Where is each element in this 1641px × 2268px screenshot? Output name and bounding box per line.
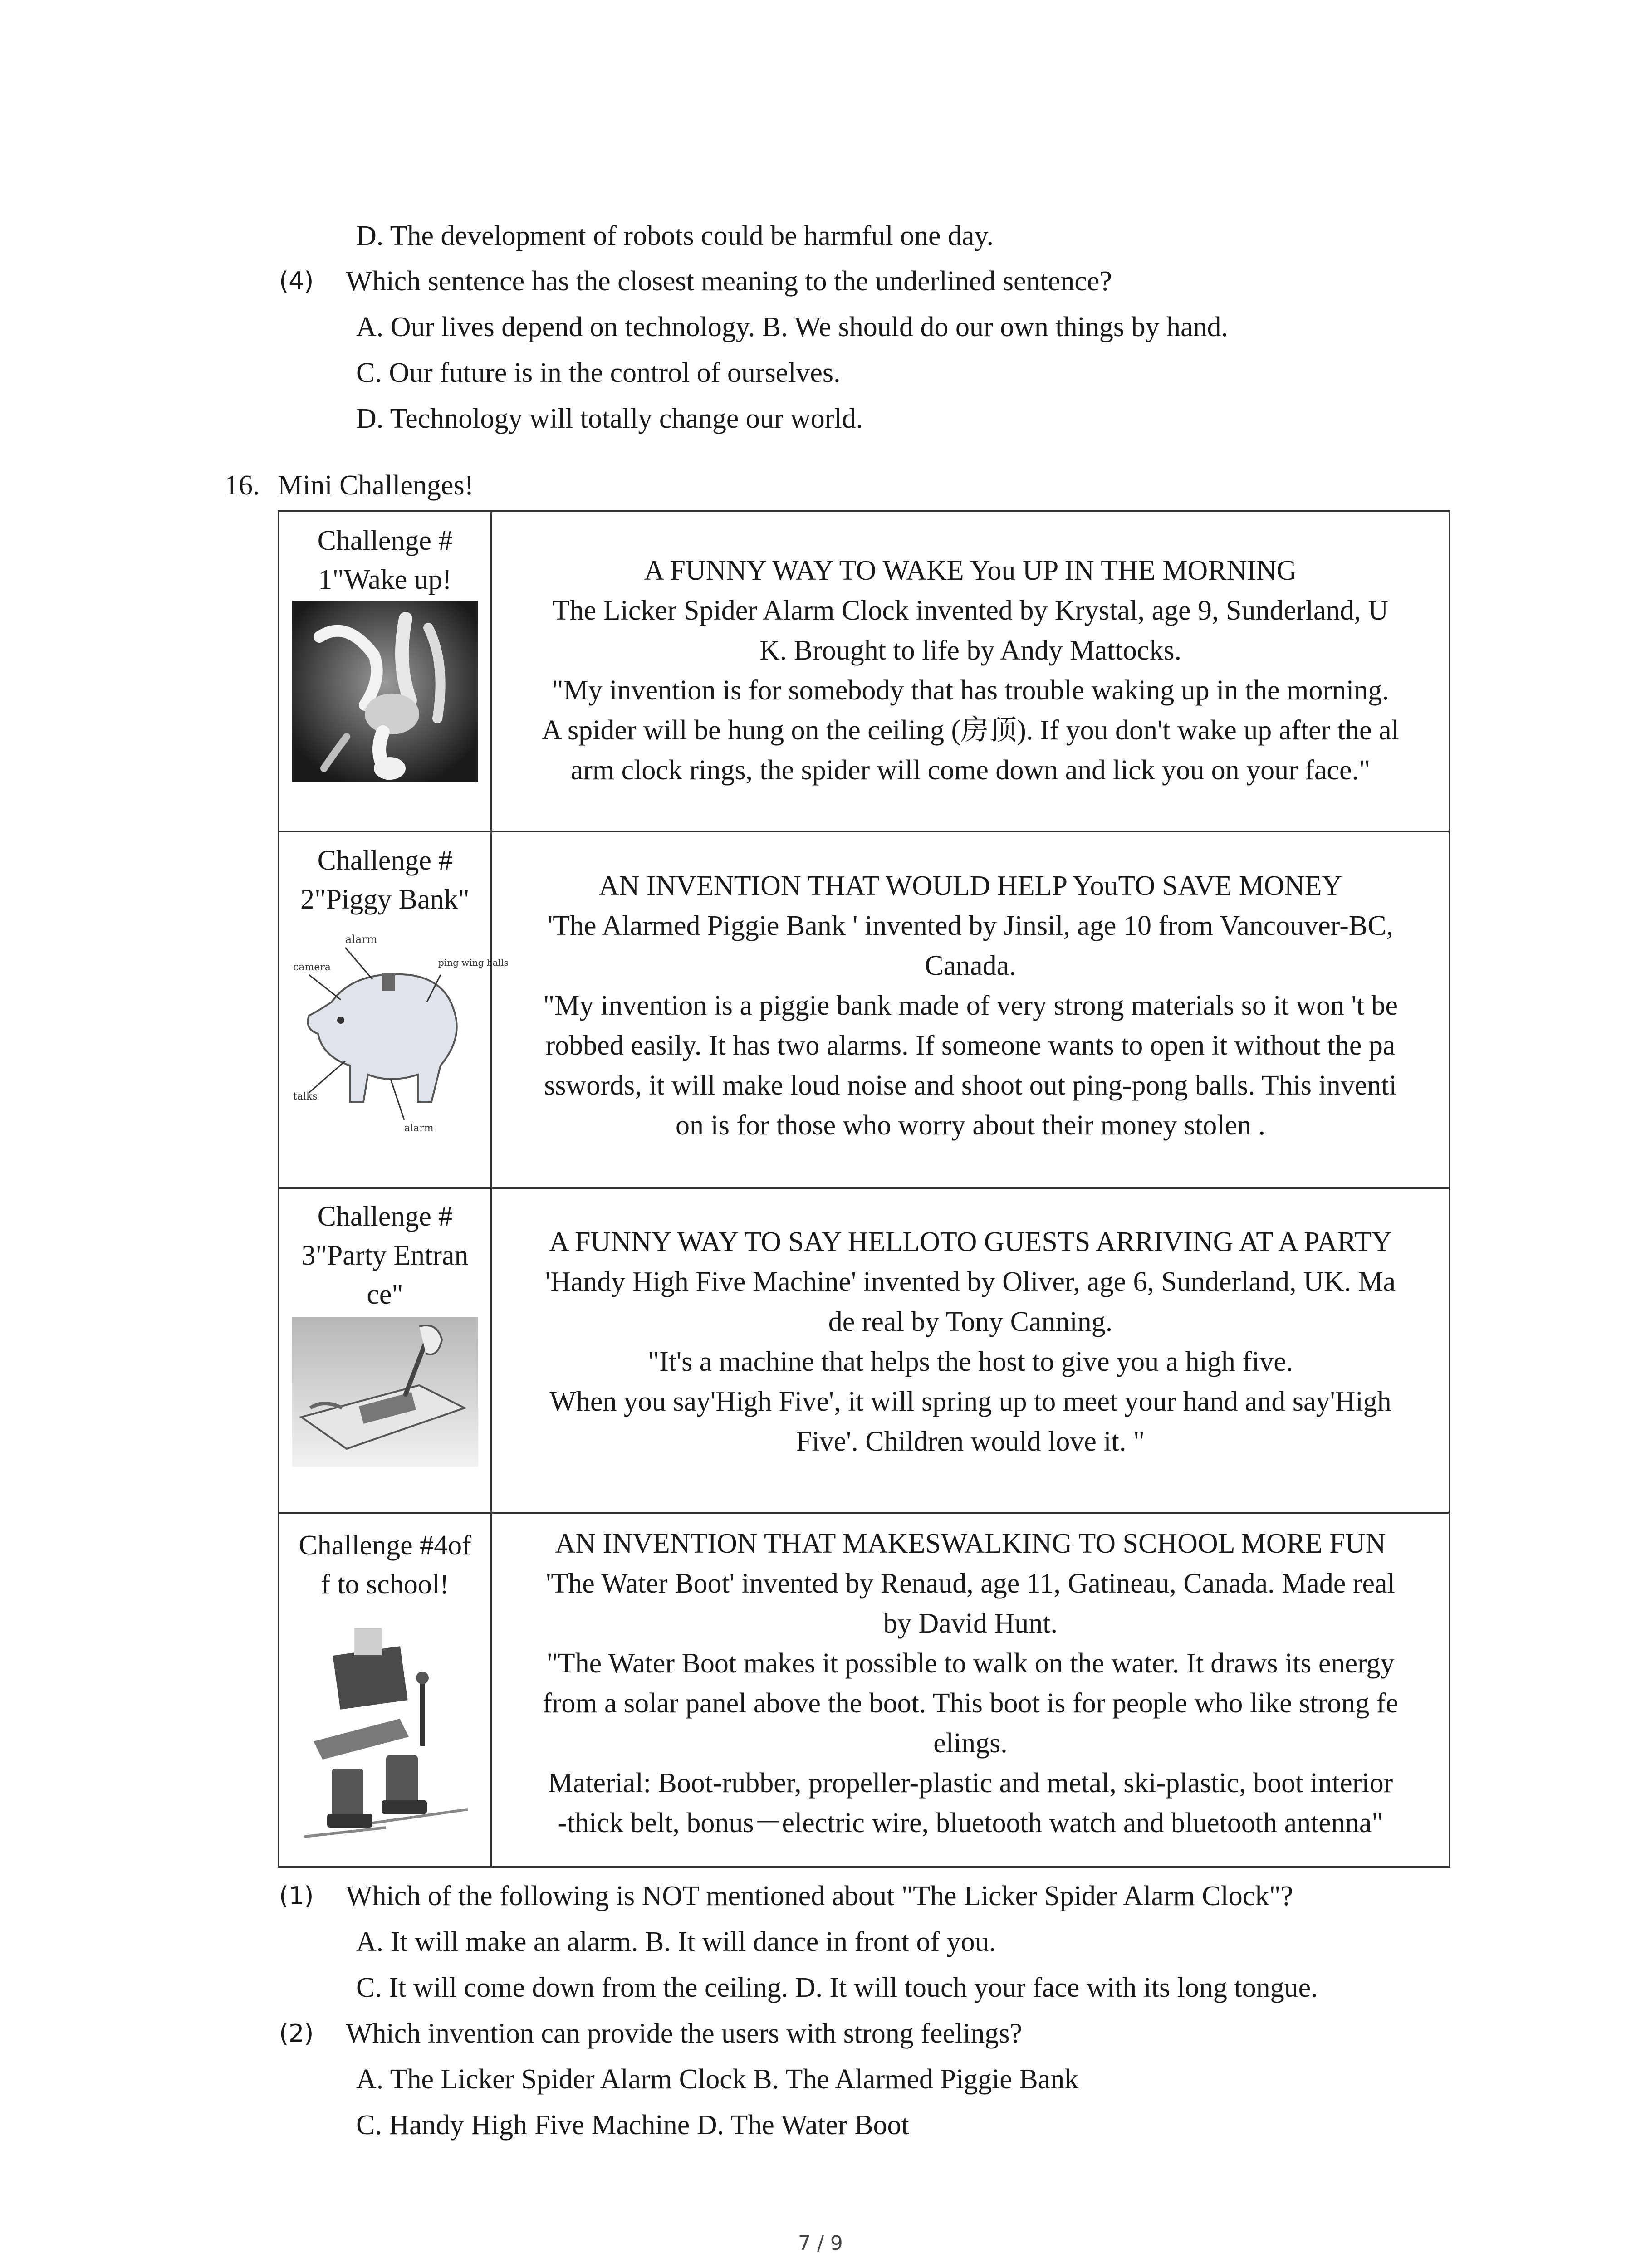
- q2-number: (2): [279, 2019, 314, 2048]
- challenge-text-line: 'Handy High Five Machine' invented by Oliver, age 6, Sunderland, UK. Ma: [545, 1266, 1396, 1297]
- row-divider: [279, 1512, 1449, 1514]
- section-number: 16.: [225, 470, 260, 501]
- challenge-text-line: sswords, it will make loud noise and shoot out ping-pong balls. This inventi: [544, 1070, 1397, 1101]
- challenge-4-heading: AN INVENTION THAT MAKESWALKING TO SCHOOL MORE FUN: [555, 1528, 1386, 1559]
- challenge-label-line: Challenge #4of: [299, 1530, 471, 1561]
- high-five-machine-photo-icon: [292, 1317, 478, 1467]
- q4-question-text: Which sentence has the closest meaning to the underlined sentence?: [346, 266, 1112, 297]
- q2-options-ab: A. The Licker Spider Alarm Clock B. The Alarmed Piggie Bank: [356, 2064, 1079, 2095]
- row-divider: [279, 1187, 1449, 1189]
- challenge-table: [278, 510, 1450, 1868]
- piggy-label-alarm-top: alarm: [345, 933, 377, 946]
- q4-number: (4): [279, 267, 314, 295]
- column-divider: [490, 512, 492, 1866]
- challenge-text-line: on is for those who worry about their money stolen .: [675, 1110, 1266, 1141]
- challenge-text-line: Material: Boot-rubber, propeller-plastic and metal, ski-plastic, boot interior: [548, 1768, 1393, 1799]
- challenge-1-label: [279, 521, 490, 599]
- challenge-text-line: The Licker Spider Alarm Clock invented by Krystal, age 9, Sunderland, U: [552, 595, 1389, 626]
- challenge-text-line: 'The Water Boot' invented by Renaud, age 11, Gatineau, Canada. Made real: [546, 1568, 1395, 1599]
- q1-options-ab: A. It will make an alarm. B. It will dance in front of you.: [356, 1926, 996, 1957]
- challenge-3-label: [279, 1197, 490, 1314]
- challenge-4-description: [493, 1524, 1448, 1843]
- challenge-1-description: [493, 551, 1448, 790]
- challenge-text-line: When you say'High Five', it will spring up to meet your hand and say'High: [549, 1386, 1391, 1417]
- challenge-text-line: elings.: [933, 1728, 1008, 1759]
- challenge-text-line: -thick belt, bonus－electric wire, bluetooth watch and bluetooth antenna": [558, 1808, 1383, 1838]
- piggy-label-alarm-bottom: alarm: [404, 1123, 434, 1134]
- challenge-text-line: K. Brought to life by Andy Mattocks.: [759, 635, 1181, 666]
- spider-robot-photo-icon: [292, 601, 478, 782]
- challenge-label-line: 3"Party Entran: [301, 1240, 469, 1271]
- piggy-label-talks: talks: [293, 1091, 318, 1102]
- challenge-3-description: [493, 1222, 1448, 1461]
- challenge-label-line: 1"Wake up!: [318, 564, 452, 595]
- q2-question-text: Which invention can provide the users with strong feelings?: [346, 2018, 1023, 2049]
- challenge-4-label: [279, 1526, 490, 1604]
- challenge-label-line: 2"Piggy Bank": [300, 884, 470, 915]
- challenge-text-line: "It's a machine that helps the host to give you a high five.: [647, 1346, 1293, 1377]
- challenge-text-line: A spider will be hung on the ceiling (房顶). If you don't wake up after the al: [542, 715, 1399, 746]
- q1-number: (1): [279, 1882, 314, 1910]
- water-boot-photo-icon: [295, 1619, 477, 1855]
- piggy-label-ping: ping wing balls: [438, 957, 509, 968]
- challenge-label-line: Challenge #: [317, 845, 453, 876]
- challenge-text-line: arm clock rings, the spider will come down and lick you on your face.": [570, 755, 1371, 786]
- page-number: 7 / 9: [798, 2232, 843, 2255]
- q1-question-text: Which of the following is NOT mentioned about "The Licker Spider Alarm Clock"?: [346, 1881, 1293, 1911]
- challenge-label-line: ce": [367, 1279, 403, 1310]
- challenge-3-heading: A FUNNY WAY TO SAY HELLOTO GUESTS ARRIVING AT A PARTY: [549, 1227, 1392, 1257]
- q4-options-ab: A. Our lives depend on technology. B. We should do our own things by hand.: [356, 312, 1228, 342]
- challenge-text-line: de real by Tony Canning.: [828, 1306, 1113, 1337]
- row-divider: [279, 831, 1449, 832]
- challenge-2-heading: AN INVENTION THAT WOULD HELP YouTO SAVE MONEY: [598, 870, 1342, 901]
- challenge-text-line: 'The Alarmed Piggie Bank ' invented by Jinsil, age 10 from Vancouver-BC,: [547, 910, 1394, 941]
- q2-options-cd: C. Handy High Five Machine D. The Water Boot: [356, 2110, 909, 2141]
- piggy-bank-sketch-icon: [291, 920, 509, 1138]
- challenge-text-line: by David Hunt.: [883, 1608, 1058, 1639]
- challenge-1-heading: A FUNNY WAY TO WAKE You UP IN THE MORNING: [644, 555, 1297, 586]
- q3-option-d: D. The development of robots could be harmful one day.: [356, 220, 994, 251]
- q4-option-d: D. Technology will totally change our world.: [356, 403, 863, 434]
- challenge-text-line: robbed easily. It has two alarms. If someone wants to open it without the pa: [545, 1030, 1396, 1061]
- challenge-label-line: f to school!: [321, 1569, 449, 1600]
- challenge-2-label: [279, 841, 490, 919]
- challenge-text-line: from a solar panel above the boot. This boot is for people who like strong fe: [543, 1688, 1398, 1719]
- challenge-text-line: Canada.: [925, 950, 1016, 981]
- q4-option-c: C. Our future is in the control of ourselves.: [356, 357, 841, 388]
- challenge-text-line: "My invention is for somebody that has trouble waking up in the morning.: [552, 675, 1389, 706]
- piggy-label-camera: camera: [293, 962, 331, 973]
- section-title: Mini Challenges!: [278, 470, 474, 501]
- challenge-text-line: "My invention is a piggie bank made of very strong materials so it won 't be: [543, 990, 1398, 1021]
- challenge-2-description: [493, 866, 1448, 1145]
- challenge-label-line: Challenge #: [317, 525, 453, 556]
- challenge-text-line: Five'. Children would love it. ": [796, 1426, 1145, 1457]
- challenge-text-line: "The Water Boot makes it possible to walk on the water. It draws its energy: [546, 1648, 1395, 1679]
- challenge-label-line: Challenge #: [317, 1201, 453, 1232]
- q1-options-cd: C. It will come down from the ceiling. D. It will touch your face with its long tongue.: [356, 1972, 1318, 2003]
